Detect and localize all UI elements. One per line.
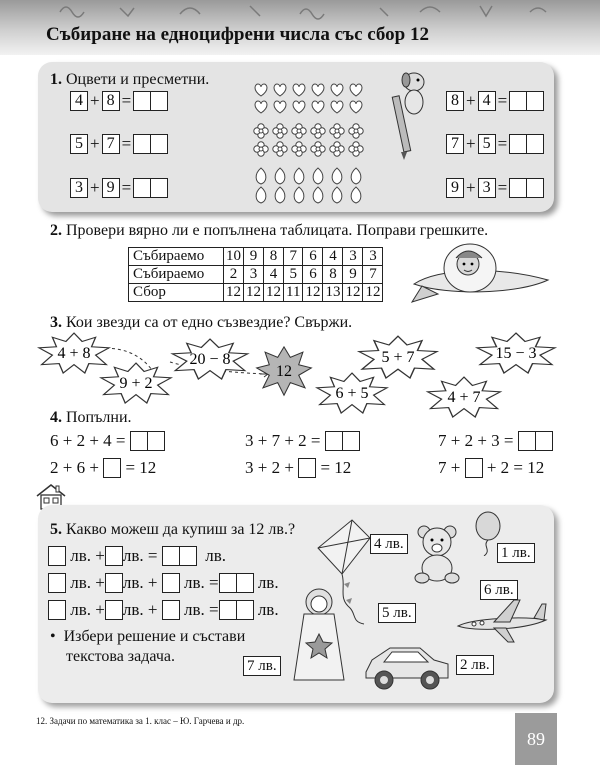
answer-box[interactable] xyxy=(151,178,168,198)
heart-icon xyxy=(255,84,362,113)
answer-box[interactable] xyxy=(162,546,180,566)
doll-illustration xyxy=(290,584,348,684)
star-label: 4 + 7 xyxy=(447,389,481,406)
task1-eq-right-2: 7 + 5 = xyxy=(446,134,544,154)
answer-box[interactable] xyxy=(148,431,165,451)
star-label: 6 + 5 xyxy=(335,385,369,402)
answer-box[interactable] xyxy=(105,600,123,620)
answer-box[interactable] xyxy=(103,458,121,478)
answer-box[interactable] xyxy=(298,458,316,478)
row-header: Събираемо xyxy=(129,266,224,284)
star-label: 12 xyxy=(276,363,292,380)
task5-eq-2: лв. + лв. + лв. = лв. xyxy=(48,573,279,593)
task4-eq-3: 7 + 2 + 3 = xyxy=(438,431,553,451)
page-number: 89 xyxy=(515,713,557,765)
price-tag-car: 2 лв. xyxy=(456,655,494,675)
page-title: Събиране на едноцифрени числа със сбор 12 xyxy=(46,24,429,45)
answer-box[interactable] xyxy=(325,431,343,451)
task1-eq-right-3: 9 + 3 = xyxy=(446,178,544,198)
car-illustration xyxy=(362,640,452,692)
answer-box[interactable] xyxy=(219,600,237,620)
flower-icon xyxy=(254,124,363,156)
answer-box[interactable] xyxy=(133,178,151,198)
answer-box[interactable] xyxy=(527,134,544,154)
answer-box[interactable] xyxy=(509,178,527,198)
price-tag-doll: 7 лв. xyxy=(243,656,281,676)
task3-heading: 3. Кои звезди са от едно съзвездие? Свържи. xyxy=(50,314,353,331)
answer-box[interactable] xyxy=(465,458,483,478)
star-4-center[interactable] xyxy=(257,347,312,395)
header-scribble-decoration xyxy=(0,0,600,20)
task4-eq-6: 7 + + 2 = 12 xyxy=(438,458,545,477)
task5-heading: 5. Какво можеш да купиш за 12 лв.? xyxy=(50,521,296,538)
table-row: Сбор 12 12 12 11 12 13 12 12 xyxy=(129,284,383,302)
answer-box[interactable] xyxy=(237,600,254,620)
flowers-grid[interactable] xyxy=(252,122,372,160)
answer-box[interactable] xyxy=(162,573,180,593)
answer-box[interactable] xyxy=(130,431,148,451)
answer-box[interactable] xyxy=(48,600,66,620)
star-label: 20 − 8 xyxy=(189,351,231,368)
task1-heading: 1. Оцвети и пресметни. xyxy=(50,71,210,88)
sum-table xyxy=(128,247,383,302)
task5-eq-3: лв. + лв. + лв. = лв. xyxy=(48,600,279,620)
answer-box[interactable] xyxy=(151,91,168,111)
answer-box[interactable] xyxy=(343,431,360,451)
footer-text: 12. Задачи по математика за 1. клас – Ю. Гарчева и др. xyxy=(36,716,245,726)
task4-eq-1: 6 + 2 + 4 = xyxy=(50,431,165,451)
answer-box[interactable] xyxy=(509,91,527,111)
answer-box[interactable] xyxy=(162,600,180,620)
task4-eq-5: 3 + 2 + = 12 xyxy=(245,458,352,477)
price-tag-kite: 5 лв. xyxy=(378,603,416,623)
answer-box[interactable] xyxy=(133,134,151,154)
leaves-grid[interactable] xyxy=(252,166,372,206)
star-8[interactable] xyxy=(428,377,501,417)
answer-box[interactable] xyxy=(48,546,66,566)
task5-eq-1: лв. + лв. = лв. xyxy=(48,546,226,566)
star-1[interactable] xyxy=(39,333,109,373)
price-tag-teddy: 4 лв. xyxy=(370,534,408,554)
answer-box[interactable] xyxy=(237,573,254,593)
answer-box[interactable] xyxy=(219,573,237,593)
price-tag-balloon: 1 лв. xyxy=(497,543,535,563)
answer-box[interactable] xyxy=(105,546,123,566)
answer-box[interactable] xyxy=(151,134,168,154)
constellation-stars xyxy=(30,330,570,420)
answer-box[interactable] xyxy=(105,573,123,593)
star-6[interactable] xyxy=(477,333,555,373)
leaf-icon xyxy=(256,168,361,203)
star-label: 4 + 8 xyxy=(57,345,91,362)
answer-box[interactable] xyxy=(180,546,197,566)
star-label: 9 + 2 xyxy=(119,375,153,392)
task5-bullet-cont: текстова задача. xyxy=(66,648,175,665)
teddy-bear-illustration xyxy=(410,522,468,584)
answer-box[interactable] xyxy=(133,91,151,111)
answer-box[interactable] xyxy=(48,573,66,593)
star-3[interactable] xyxy=(101,363,171,403)
row-header: Сбор xyxy=(129,284,224,302)
task4-heading: 4. Попълни. xyxy=(50,409,132,426)
task4-eq-2: 3 + 7 + 2 = xyxy=(245,431,360,451)
answer-box[interactable] xyxy=(509,134,527,154)
hearts-grid[interactable] xyxy=(252,82,372,116)
answer-box[interactable] xyxy=(536,431,553,451)
task1-eq-right-1: 8 + 4 = xyxy=(446,91,544,111)
dog-with-pencil-illustration xyxy=(388,68,434,160)
star-5[interactable] xyxy=(359,336,437,378)
rocket-boy-illustration xyxy=(408,240,558,310)
star-label: 5 + 7 xyxy=(381,349,415,366)
row-header: Събираемо xyxy=(129,248,224,266)
price-tag-airplane: 6 лв. xyxy=(480,580,518,600)
task1-eq-left-2: 5 + 7 = xyxy=(70,134,168,154)
answer-box[interactable] xyxy=(527,178,544,198)
table-row: Събираемо 2 3 4 5 6 8 9 7 xyxy=(129,266,383,284)
table-row: Събираемо 10 9 8 7 6 4 3 3 xyxy=(129,248,383,266)
task5-bullet: • Избери решение и състави xyxy=(50,628,246,645)
task2-heading: 2. Провери вярно ли е попълнена таблицата. Поправи грешките. xyxy=(50,222,489,239)
answer-box[interactable] xyxy=(518,431,536,451)
task1-eq-left-1: 4 + 8 = xyxy=(70,91,168,111)
answer-box[interactable] xyxy=(527,91,544,111)
task1-eq-left-3: 3 + 9 = xyxy=(70,178,168,198)
star-7[interactable] xyxy=(317,373,387,413)
star-label: 15 − 3 xyxy=(495,345,537,362)
star-2[interactable] xyxy=(172,339,247,379)
task4-eq-4: 2 + 6 + = 12 xyxy=(50,458,157,477)
airplane-illustration xyxy=(454,596,550,646)
